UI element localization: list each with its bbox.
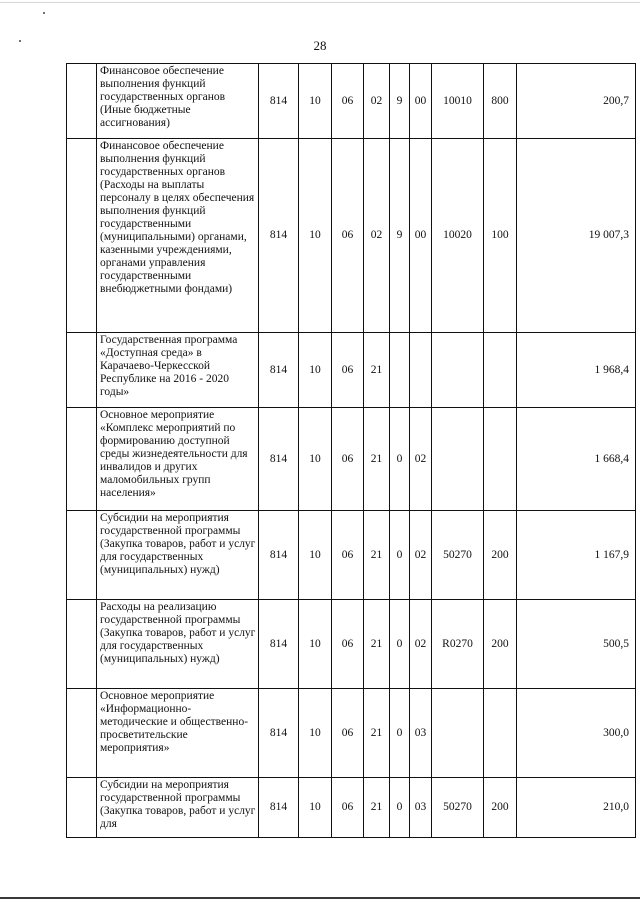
amount-cell: 1 167,9: [517, 511, 636, 600]
subsection-code-cell: 06: [332, 511, 364, 600]
program-code-cell: 02: [364, 139, 390, 333]
table-row: [67, 408, 636, 511]
budget-table-body: [67, 64, 636, 838]
subprogram-code-cell: 9: [390, 139, 410, 333]
program-code-cell: 02: [364, 64, 390, 139]
section-code-cell: 10: [299, 778, 332, 838]
table-row: [67, 139, 636, 333]
event-code-cell: [410, 333, 432, 408]
ministry-code-cell: 814: [259, 139, 299, 333]
event-code-cell: 03: [410, 778, 432, 838]
item-name-cell: Финансовое обеспечение выполнения функций государственных органов (Иные бюджетные ассигнования): [97, 64, 259, 139]
table-row: [67, 333, 636, 408]
section-code-cell: 10: [299, 333, 332, 408]
row-index-cell: [67, 408, 97, 511]
scan-edge-top: [0, 2, 640, 3]
expense-direction-cell: [432, 333, 484, 408]
table-row: [67, 778, 636, 838]
event-code-cell: 02: [410, 511, 432, 600]
section-code-cell: 10: [299, 511, 332, 600]
amount-cell: 1 968,4: [517, 333, 636, 408]
amount-cell: 210,0: [517, 778, 636, 838]
row-index-cell: [67, 511, 97, 600]
amount-cell: 19 007,3: [517, 139, 636, 333]
program-code-cell: 21: [364, 689, 390, 778]
event-code-cell: 00: [410, 139, 432, 333]
expense-type-cell: 200: [484, 600, 517, 689]
scan-edge-bottom: [0, 897, 640, 899]
amount-cell: 300,0: [517, 689, 636, 778]
expense-type-cell: 200: [484, 778, 517, 838]
item-name-cell: Финансовое обеспечение выполнения функций государственных органов (Расходы на выплаты персоналу в целях обеспечения выполнения функций государственными (муниципальными) органами, казенными учреждениями, органами управления государственными внебюджетными фондами): [97, 139, 259, 333]
amount-cell: 1 668,4: [517, 408, 636, 511]
row-index-cell: [67, 778, 97, 838]
subprogram-code-cell: [390, 333, 410, 408]
subsection-code-cell: 06: [332, 64, 364, 139]
subprogram-code-cell: 0: [390, 778, 410, 838]
item-name-cell: Субсидии на мероприятия государственной программы (Закупка товаров, работ и услуг для государственных (муниципальных) нужд): [97, 511, 259, 600]
subsection-code-cell: 06: [332, 333, 364, 408]
table-row: [67, 600, 636, 689]
expense-type-cell: 200: [484, 511, 517, 600]
ministry-code-cell: 814: [259, 511, 299, 600]
ministry-code-cell: 814: [259, 689, 299, 778]
subsection-code-cell: 06: [332, 408, 364, 511]
expense-direction-cell: R0270: [432, 600, 484, 689]
subprogram-code-cell: 0: [390, 511, 410, 600]
item-name-cell: Субсидии на мероприятия государственной программы (Закупка товаров, работ и услуг для: [97, 778, 259, 838]
expense-direction-cell: 50270: [432, 511, 484, 600]
expense-type-cell: 100: [484, 139, 517, 333]
program-code-cell: 21: [364, 333, 390, 408]
subprogram-code-cell: 9: [390, 64, 410, 139]
program-code-cell: 21: [364, 408, 390, 511]
subsection-code-cell: 06: [332, 689, 364, 778]
event-code-cell: 02: [410, 600, 432, 689]
program-code-cell: 21: [364, 778, 390, 838]
table-row: [67, 511, 636, 600]
section-code-cell: 10: [299, 64, 332, 139]
expense-type-cell: [484, 408, 517, 511]
program-code-cell: 21: [364, 511, 390, 600]
expense-direction-cell: [432, 408, 484, 511]
ministry-code-cell: 814: [259, 408, 299, 511]
subsection-code-cell: 06: [332, 139, 364, 333]
row-index-cell: [67, 689, 97, 778]
ministry-code-cell: 814: [259, 333, 299, 408]
program-code-cell: 21: [364, 600, 390, 689]
section-code-cell: 10: [299, 408, 332, 511]
subprogram-code-cell: 0: [390, 600, 410, 689]
expense-type-cell: [484, 333, 517, 408]
row-index-cell: [67, 333, 97, 408]
expense-type-cell: [484, 689, 517, 778]
row-index-cell: [67, 64, 97, 139]
ministry-code-cell: 814: [259, 64, 299, 139]
section-code-cell: 10: [299, 600, 332, 689]
subprogram-code-cell: 0: [390, 689, 410, 778]
table-row: [67, 64, 636, 139]
item-name-cell: Основное мероприятие «Информационно-методические и общественно-просветительские мероприятия»: [97, 689, 259, 778]
expense-direction-cell: 50270: [432, 778, 484, 838]
item-name-cell: Основное мероприятие «Комплекс мероприятий по формированию доступной среды жизнедеятельности для инвалидов и других маломобильных групп населения»: [97, 408, 259, 511]
subsection-code-cell: 06: [332, 778, 364, 838]
item-name-cell: Государственная программа «Доступная среда» в Карачаево-Черкесской Республике на 2016 - 2020 годы»: [97, 333, 259, 408]
expense-type-cell: 800: [484, 64, 517, 139]
amount-cell: 200,7: [517, 64, 636, 139]
amount-cell: 500,5: [517, 600, 636, 689]
expense-direction-cell: 10010: [432, 64, 484, 139]
table-row: [67, 689, 636, 778]
expense-direction-cell: [432, 689, 484, 778]
budget-table: [66, 63, 636, 838]
expense-direction-cell: 10020: [432, 139, 484, 333]
item-name-cell: Расходы на реализацию государственной программы (Закупка товаров, работ и услуг для государственных (муниципальных) нужд): [97, 600, 259, 689]
event-code-cell: 03: [410, 689, 432, 778]
subprogram-code-cell: 0: [390, 408, 410, 511]
scan-speck: [43, 12, 45, 14]
page-number: 28: [313, 38, 327, 53]
ministry-code-cell: 814: [259, 778, 299, 838]
ministry-code-cell: 814: [259, 600, 299, 689]
subsection-code-cell: 06: [332, 600, 364, 689]
event-code-cell: 02: [410, 408, 432, 511]
row-index-cell: [67, 139, 97, 333]
section-code-cell: 10: [299, 689, 332, 778]
section-code-cell: 10: [299, 139, 332, 333]
row-index-cell: [67, 600, 97, 689]
event-code-cell: 00: [410, 64, 432, 139]
